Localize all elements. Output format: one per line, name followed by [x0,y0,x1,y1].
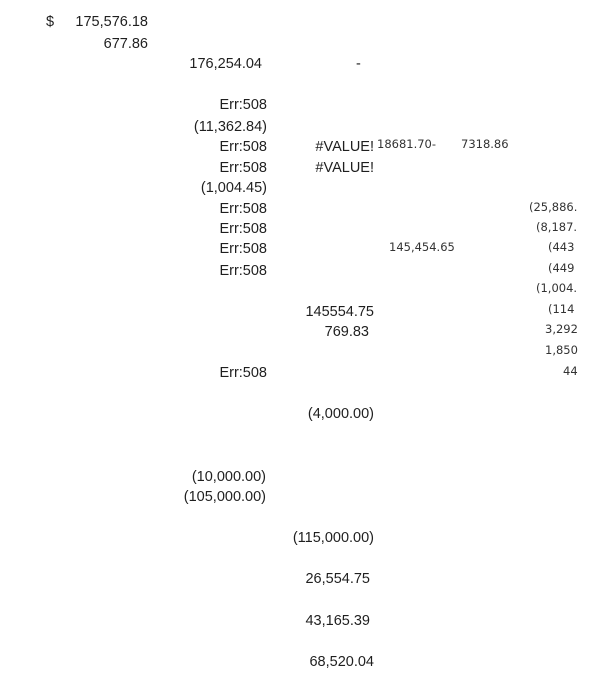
cell-g-7[interactable]: 3,292 [545,322,578,336]
cell-d-num-1[interactable]: 145554.75 [305,304,374,320]
cell-d-neg-2[interactable]: (115,000.00) [292,530,374,546]
cell-g-6[interactable]: (114 [548,302,575,316]
cell-e-num-1[interactable]: 18681.70- [377,137,437,151]
cell-c-err-7[interactable]: Err:508 [219,263,267,279]
cell-d-num-3[interactable]: 26,554.75 [305,571,370,587]
cell-c-err-4[interactable]: Err:508 [219,201,267,217]
cell-c-neg-2[interactable]: (1,004.45) [200,180,267,196]
cell-g-5[interactable]: (1,004. [536,281,578,295]
cell-c-err-2[interactable]: Err:508 [219,139,267,155]
cell-g-8[interactable]: 1,850 [545,343,578,357]
cell-e-num-2[interactable]: 145,454.65 [389,240,455,254]
cell-d-num-4[interactable]: 43,165.39 [305,613,370,629]
cell-b2[interactable]: 677.86 [103,36,148,52]
cell-g-9[interactable]: 44 [563,364,578,378]
cell-g-3[interactable]: (443 [548,240,575,254]
cell-d-dash[interactable]: - [356,56,361,72]
cell-c-err-6[interactable]: Err:508 [219,241,267,257]
cell-d-num-5[interactable]: 68,520.04 [309,654,374,670]
currency-symbol[interactable]: $ [46,14,55,30]
cell-g-2[interactable]: (8,187. [536,220,578,234]
cell-c-neg-4[interactable]: (105,000.00) [183,489,266,505]
cell-d-value-err-2[interactable]: #VALUE! [315,160,374,176]
cell-c-err-5[interactable]: Err:508 [219,221,267,237]
cell-d-neg-1[interactable]: (4,000.00) [307,406,374,422]
cell-f-num-1[interactable]: 7318.86 [461,137,509,151]
cell-d-num-2[interactable]: 769.83 [324,324,369,340]
cell-c-total[interactable]: 176,254.04 [189,56,262,72]
cell-g-4[interactable]: (449 [548,261,575,275]
cell-d-value-err-1[interactable]: #VALUE! [315,139,374,155]
cell-c-neg-1[interactable]: (11,362.84) [193,119,267,135]
cell-g-1[interactable]: (25,886. [529,200,578,214]
cell-c-err-1[interactable]: Err:508 [219,97,267,113]
cell-c-err-3[interactable]: Err:508 [219,160,267,176]
cell-b1[interactable]: 175,576.18 [75,14,148,30]
cell-c-neg-3[interactable]: (10,000.00) [191,469,266,485]
cell-c-err-8[interactable]: Err:508 [219,365,267,381]
